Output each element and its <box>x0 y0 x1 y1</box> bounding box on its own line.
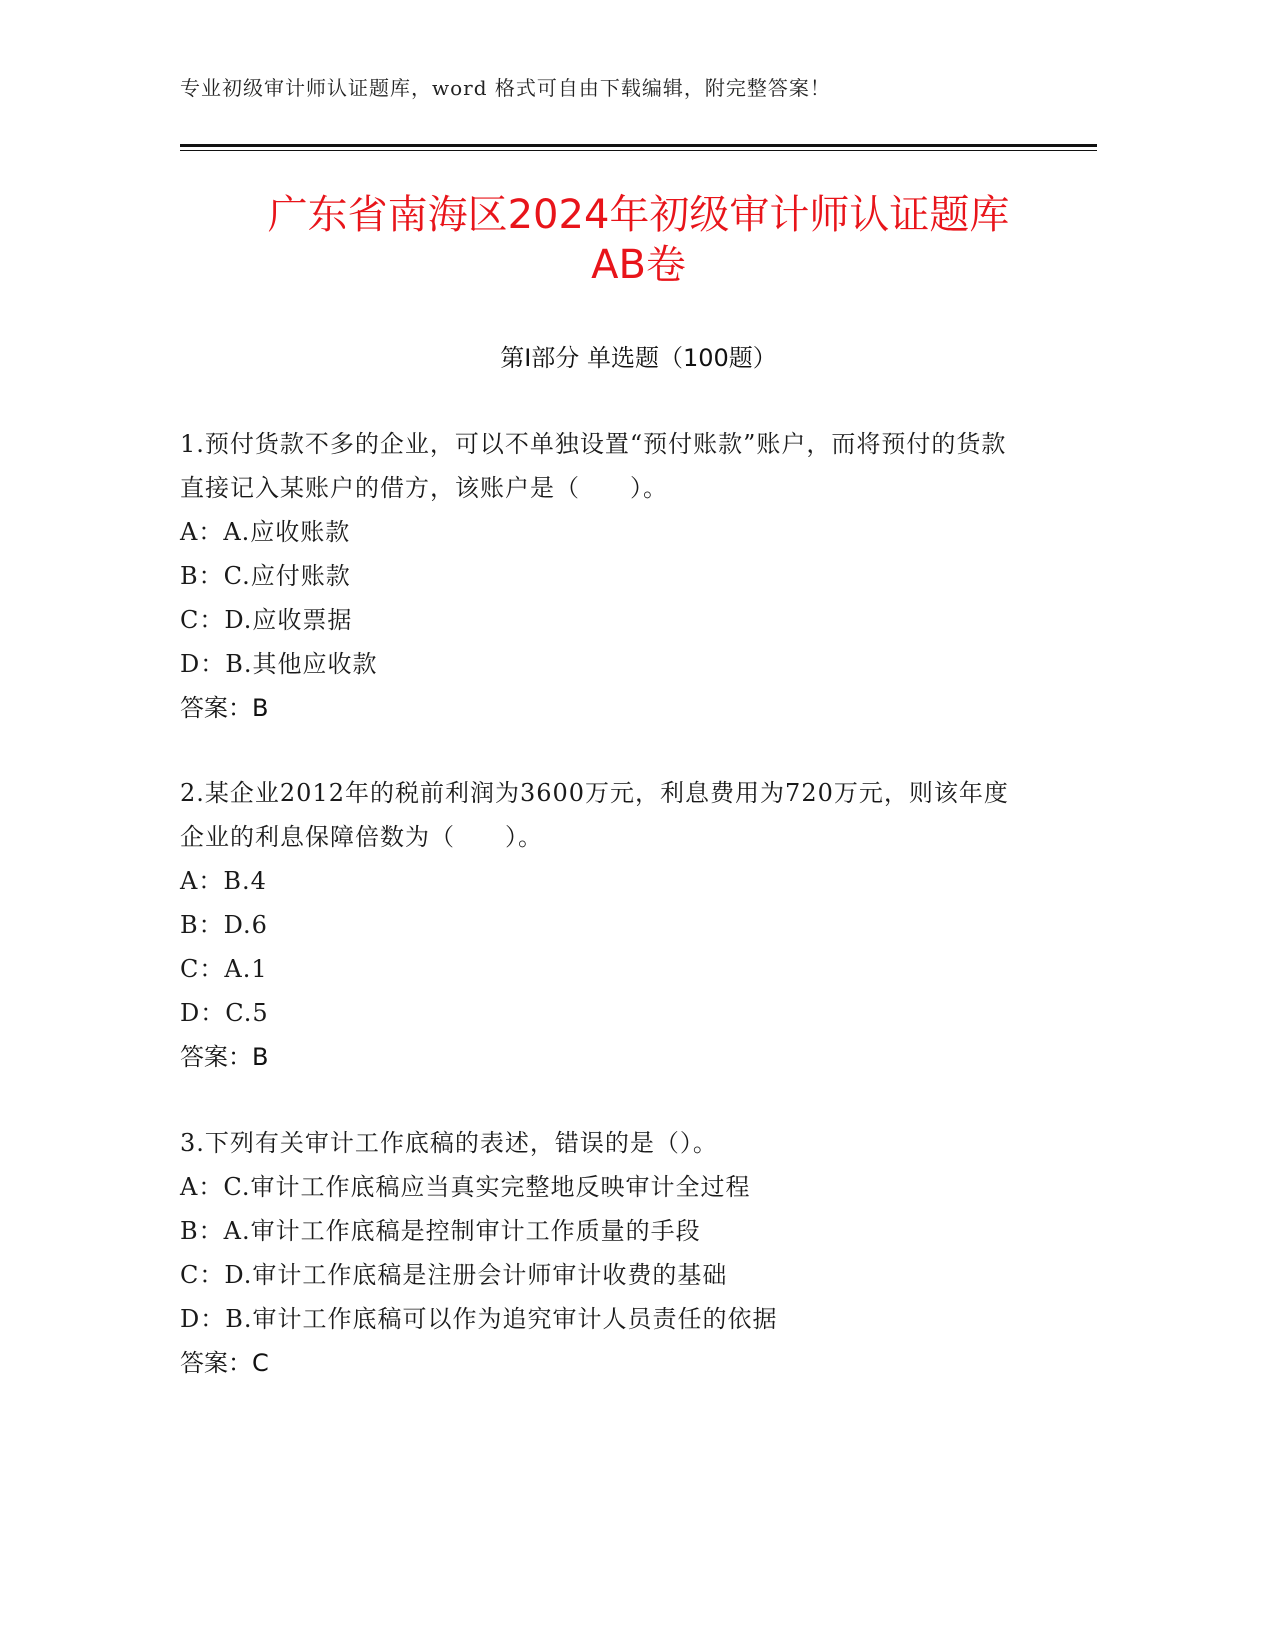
answer: 答案：B <box>180 1043 269 1071</box>
question-1 <box>180 422 1020 730</box>
question-stem: 2.某企业2012年的税前利润为3600万元，利息费用为720万元，则该年度企业的利息保障倍数为（ ）。 <box>180 779 1009 851</box>
question-3 <box>180 1121 1020 1385</box>
section-heading: 第Ⅰ部分 单选题（100题） <box>500 344 777 372</box>
option-d: D：B.其他应收款 <box>180 650 378 678</box>
answer: 答案：C <box>180 1349 269 1377</box>
option-d: D：B.审计工作底稿可以作为追究审计人员责任的依据 <box>180 1305 778 1333</box>
option-b: B：A.审计工作底稿是控制审计工作质量的手段 <box>180 1217 701 1245</box>
option-c: C：D.应收票据 <box>180 606 353 634</box>
header-divider <box>180 144 1097 147</box>
option-a: A：C.审计工作底稿应当真实完整地反映审计全过程 <box>180 1173 751 1201</box>
question-stem: 1.预付货款不多的企业，可以不单独设置“预付账款”账户，而将预付的货款直接记入某账户的借方，该账户是（ ）。 <box>180 430 1007 502</box>
header-note: 专业初级审计师认证题库，word 格式可自由下载编辑，附完整答案！ <box>180 76 831 100</box>
question-stem: 3.下列有关审计工作底稿的表述，错误的是（）。 <box>180 1129 718 1157</box>
option-a: A：B.4 <box>180 867 267 895</box>
document-title-line-1: 广东省南海区2024年初级审计师认证题库 <box>267 192 1010 238</box>
option-c: C：D.审计工作底稿是注册会计师审计收费的基础 <box>180 1261 728 1289</box>
option-c: C：A.1 <box>180 955 268 983</box>
option-a: A：A.应收账款 <box>180 518 351 546</box>
answer: 答案：B <box>180 694 269 722</box>
option-d: D：C.5 <box>180 999 269 1027</box>
question-2 <box>180 771 1020 1079</box>
document-title-line-2: AB卷 <box>591 242 686 288</box>
option-b: B：D.6 <box>180 911 268 939</box>
header-divider-thin <box>180 150 1097 151</box>
document-title <box>180 190 1097 290</box>
option-b: B：C.应付账款 <box>180 562 351 590</box>
